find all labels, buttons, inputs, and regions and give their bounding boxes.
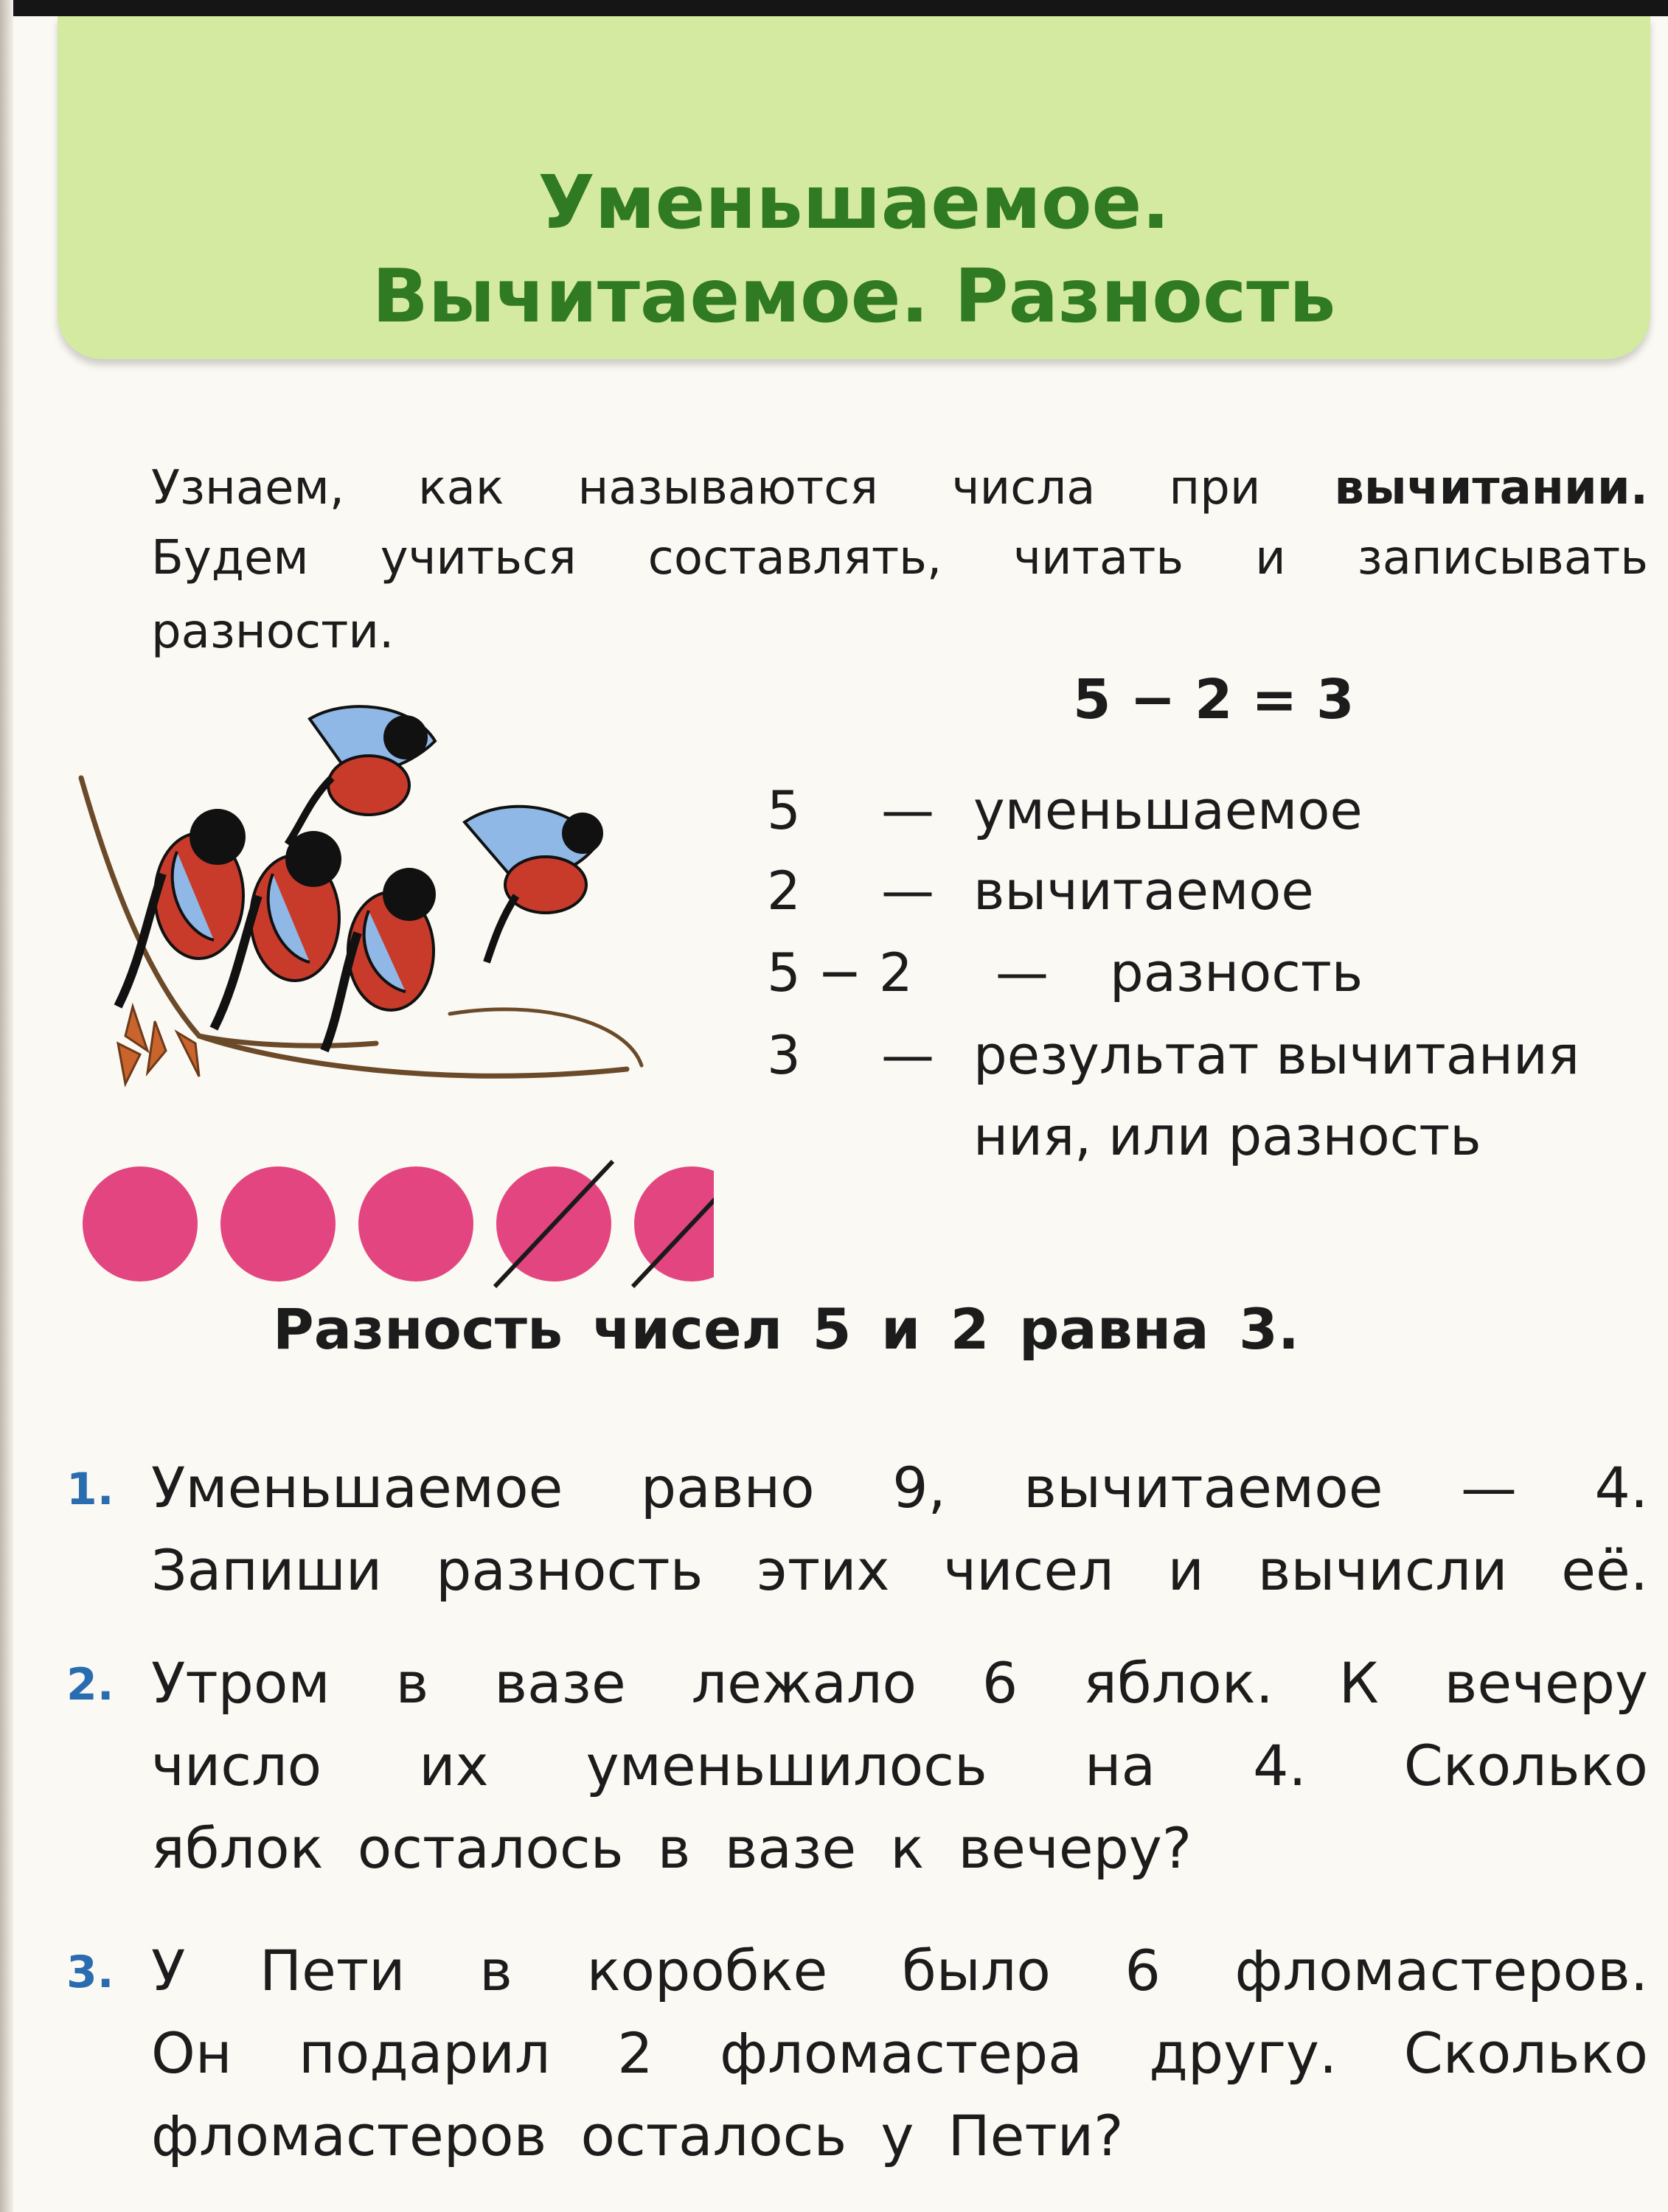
intro-keyword: вычитании. — [1334, 461, 1648, 515]
task-word: вычитаемое — [1024, 1455, 1383, 1520]
intro-line3: разности. — [151, 605, 395, 659]
task-word: 4. — [1594, 1455, 1648, 1520]
rule-statement: Разность чисел 5 и 2 равна 3. — [273, 1296, 1299, 1362]
task1-line1 — [151, 1455, 1648, 1520]
page-spine — [0, 0, 13, 2212]
task-word: и — [1167, 1537, 1204, 1603]
task-word: равно — [640, 1455, 815, 1520]
task-word: У — [151, 1938, 186, 2003]
task-word: подарил — [299, 2020, 551, 2086]
task3-line1 — [151, 1938, 1648, 2003]
term-dash: — — [881, 1024, 934, 1086]
page-title-line2: Вычитаемое. Разность — [372, 253, 1336, 339]
term-expression: 2 — [767, 860, 801, 922]
term-expression: 5 — [767, 779, 801, 841]
intro-word: Будем — [151, 531, 309, 585]
intro-word: как — [418, 461, 504, 515]
term-expression: 5 − 2 — [767, 942, 913, 1004]
intro-line2 — [151, 531, 1648, 585]
bird-flying-2 — [465, 807, 603, 962]
term-dash: — — [881, 779, 934, 841]
task-word: 9, — [892, 1455, 946, 1520]
task-word: в — [395, 1650, 429, 1716]
intro-word: и — [1255, 531, 1286, 585]
task-word: 6 — [981, 1650, 1018, 1716]
task-word: лежало — [691, 1650, 917, 1716]
example-equation: 5 − 2 = 3 — [1073, 668, 1355, 731]
term-name: результат вычитания — [973, 1024, 1580, 1086]
intro-word: записывать — [1357, 531, 1648, 585]
task-word: разность — [436, 1537, 703, 1603]
task-word: коробке — [586, 1938, 828, 2003]
term-expression: 3 — [767, 1024, 801, 1086]
term-continuation: ния, или разность — [973, 1105, 1481, 1167]
term-dash: — — [881, 860, 934, 922]
task-word: было — [901, 1938, 1051, 2003]
counter-dot — [358, 1166, 473, 1281]
task-word: вычисли — [1257, 1537, 1508, 1603]
bird-perched-1 — [118, 809, 246, 1006]
counting-dots — [80, 1154, 714, 1294]
task-word: 2 — [617, 2020, 653, 2086]
task-word: Он — [151, 2020, 232, 2086]
task2-line2 — [151, 1733, 1648, 1798]
task-word: на — [1084, 1733, 1156, 1798]
term-dash: — — [995, 942, 1049, 1004]
intro-line1 — [151, 461, 1648, 515]
task-word: чисел — [943, 1537, 1114, 1603]
counter-dot — [83, 1166, 198, 1281]
intro-word: составлять, — [647, 531, 942, 585]
task-number: 2. — [66, 1659, 114, 1711]
task-word: 4. — [1253, 1733, 1307, 1798]
task-word: их — [419, 1733, 489, 1798]
task-word: К — [1338, 1650, 1379, 1716]
task-word: Запиши — [151, 1537, 383, 1603]
counter-dot — [220, 1166, 336, 1281]
top-border — [0, 0, 1668, 16]
intro-word: числа — [951, 461, 1096, 515]
task-word: Сколько — [1403, 2020, 1648, 2086]
task-word: Уменьшаемое — [151, 1455, 563, 1520]
counter-dot — [634, 1166, 714, 1281]
term-name: разность — [1110, 942, 1363, 1004]
task-word: другу. — [1149, 2020, 1338, 2086]
task-word: уменьшилось — [585, 1733, 987, 1798]
task-word: Утром — [151, 1650, 330, 1716]
bird-perched-3 — [324, 868, 436, 1051]
task-number: 3. — [66, 1947, 114, 1998]
task-word: её. — [1561, 1537, 1648, 1603]
task-word: — — [1460, 1455, 1517, 1520]
intro-word: Узнаем, — [151, 461, 345, 515]
task-word: фломастера — [720, 2020, 1083, 2086]
task3-line3: фломастеров осталось у Пети? — [151, 2103, 1124, 2168]
intro-word: учиться — [380, 531, 577, 585]
bullfinches-illustration — [66, 697, 715, 1110]
task2-line3: яблок осталось в вазе к вечеру? — [151, 1815, 1192, 1881]
intro-word: читать — [1013, 531, 1184, 585]
task-word: число — [151, 1733, 322, 1798]
task-word: Сколько — [1403, 1733, 1648, 1798]
task-word: вазе — [494, 1650, 626, 1716]
task3-line2 — [151, 2020, 1648, 2086]
intro-word: называются — [577, 461, 878, 515]
task-word: Пети — [259, 1938, 406, 2003]
task-word: 6 — [1125, 1938, 1161, 2003]
task1-line2 — [151, 1537, 1648, 1603]
task-word: этих — [757, 1537, 890, 1603]
task-number: 1. — [66, 1464, 114, 1515]
intro-word: при — [1169, 461, 1261, 515]
task-word: в — [479, 1938, 512, 2003]
term-name: уменьшаемое — [973, 779, 1363, 841]
task-word: фломастеров. — [1234, 1938, 1648, 2003]
task2-line1 — [151, 1650, 1648, 1716]
term-name: вычитаемое — [973, 860, 1314, 922]
bird-flying-1 — [288, 706, 435, 844]
task-word: вечеру — [1444, 1650, 1648, 1716]
page-title-line1: Уменьшаемое. — [538, 159, 1170, 246]
task-word: яблок. — [1083, 1650, 1273, 1716]
